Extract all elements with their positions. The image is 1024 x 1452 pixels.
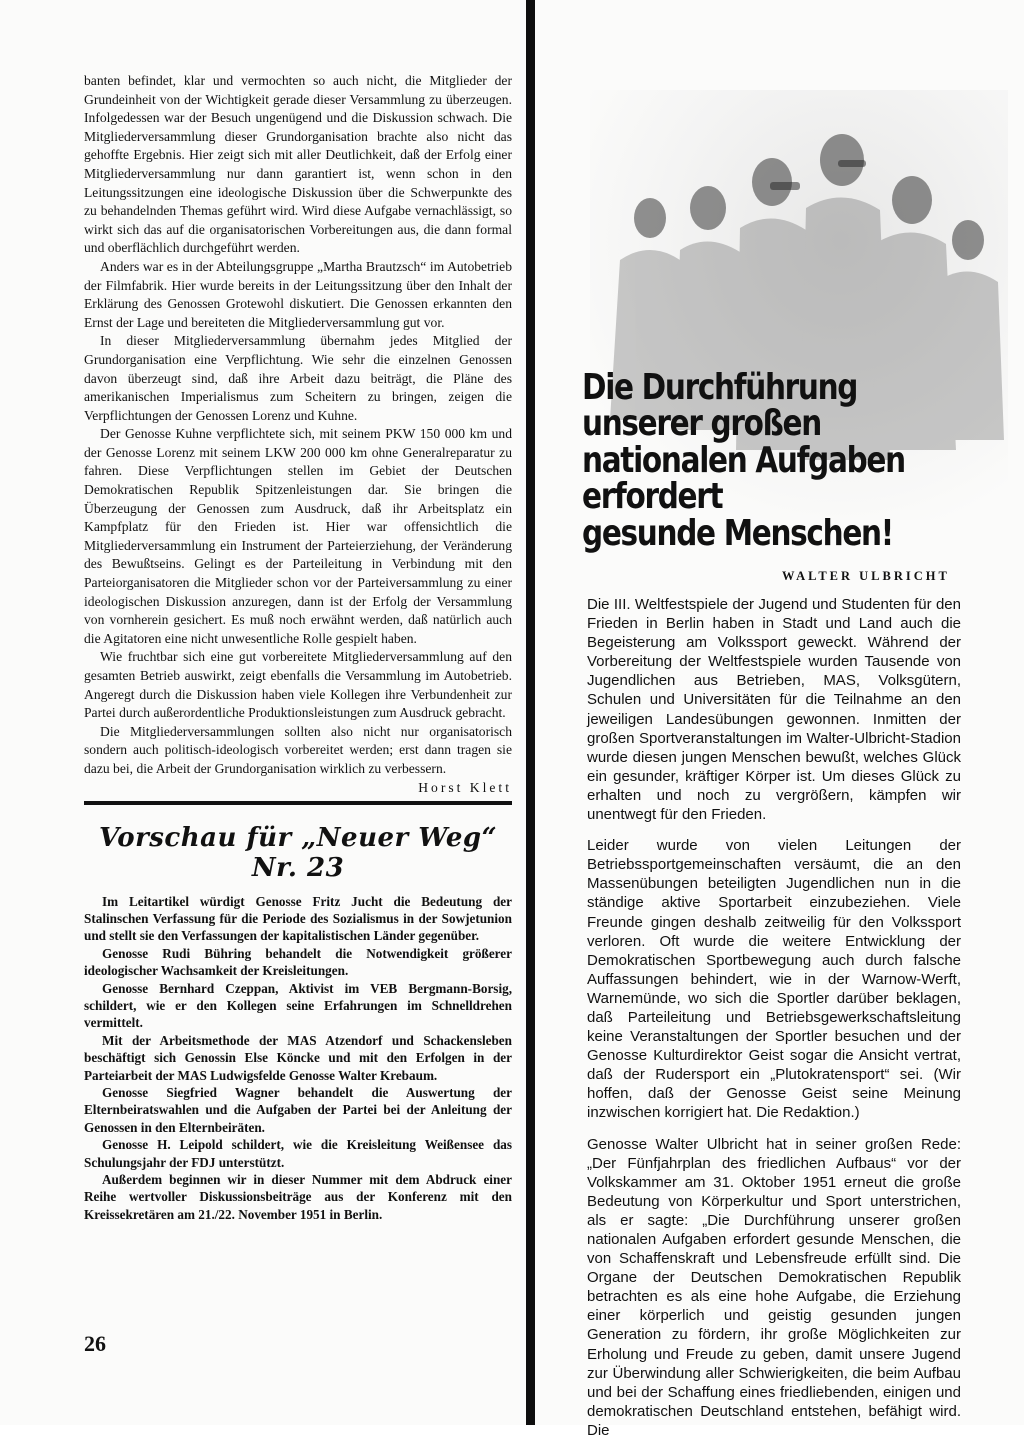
right-article [587, 595, 961, 1452]
column-rule [526, 0, 535, 1425]
preview-box [84, 823, 512, 1224]
left-paragraph-2: Anders war es in der Abteilungsgruppe „Martha Brautzsch“ im Autobetrieb der Filmfabrik. Hier wurde bereits in der Leitungssitzung über den Inhalt der Erklärung des Genossen Grotewohl diskutiert. Die Genossen erkannten den Ernst der Lage und bereiteten die Mitgliederversammlung gut vor. [84, 258, 512, 330]
headline-line-4: erfordert [582, 476, 723, 518]
left-paragraph-5: Wie fruchtbar sich eine gut vorbereitete Mitgliederversammlung auf den gesamten Betrieb auswirkt, zeigt ebenfalls die Versammlung im Autobetrieb. Angeregt durch die Diskussion haben viele Kollegen ihre Verbundenheit zur Partei durch außerordentliche Produktionsleistungen zum Ausdruck gebracht. [84, 649, 512, 721]
preview-title: Vorschau für „Neuer Weg“ Nr. 23 [98, 822, 498, 883]
headline [582, 367, 942, 554]
left-paragraph-3: In dieser Mitgliederversammlung übernahm jedes Mitglied der Grundorganisation eine Verpflichtung. Wie sehr die einzelnen Genossen davon überzeugt sind, daß ihre Arbeit dazu beiträgt, die Pläne des amerikanischen Imperialismus zum Scheitern zu bringen, zeigen die Verpflichtungen der Genossen Lorenz und Kuhne. [84, 333, 512, 423]
right-paragraph-3: Genosse Walter Ulbricht hat in seiner großen Rede: „Der Fünfjahrplan des friedlichen Aufbaus“ vor der Volkskammer am 31. Oktober 1951 erneut die große Bedeutung von Körperkultur und Sport unterstrichen, als er sagte: „Die Durchführung unserer großen nationalen Aufgaben erfordert gesunde Menschen, die von Schaffenskraft und Lebensfreude erfüllt sind. Die Organe der Deutschen Demokratischen Republik betrachten es als eine hohe Aufgabe, die Erziehung einer körperlich und geistig gesunden jungen Generation zu fördern, ihr große Möglichkeiten zur Erholung und Freude zu geben, damit unsere Jugend zur Überwindung aller Schwierigkeiten, die beim Aufbau und bei der Schaffung eines friedliebenden, einigen und demokratischen Deutschland entstehen, befähigt wird. Die [587, 1135, 961, 1439]
left-paragraph-1: banten befindet, klar und vermochten so auch nicht, die Mitglieder der Grundeinheit von der Wichtigkeit gerade dieser Versammlung zu überzeugen. Infolgedessen war der Besuch ungenügend und die Diskussion schwach. Die Mitgliederversammlung dieser Grundorganisation brachte also nicht das gehoffte Ergebnis. Hier zeigt sich mit aller Deutlichkeit, daß der Erfolg einer Mitgliederversammlung nur dann garantiert ist, wenn schon in den Leitungssitzungen eine ideologische Diskussion über die Schwerpunkte des zu behandelnden Themas geführt wird. Wird diese Aufgabe vernachlässigt, so wirkt sich das auf die organisatorischen Vorbereitungen aus, die dann formal und oberflächlich durchgeführt werden. [84, 73, 512, 256]
preview-item-1: Im Leitartikel würdigt Genosse Fritz Jucht die Bedeutung der Stalinschen Verfassung für die Periode des Sozialismus in der Sowjetunion und stellt sie den Verfassungen der kapitalistischen Länder gegenüber. [84, 893, 512, 944]
headline-line-5: gesunde Menschen! [582, 512, 893, 554]
left-column [84, 72, 512, 1223]
headline-line-2: unserer großen [582, 403, 821, 445]
page-number: 26 [84, 1331, 106, 1356]
preview-item-5: Genosse Siegfried Wagner behandelt die Auswertung der Elternbeiratswahlen und die Aufgaben der Partei bei der Anleitung der Genossen in den Elternbeiräten. [84, 1085, 512, 1135]
left-article-author: Horst Klett [418, 779, 512, 795]
preview-item-2: Genosse Rudi Bühring behandelt die Notwendigkeit größerer ideologischer Wachsamkeit der Kreisleitungen. [84, 945, 512, 979]
left-article [84, 72, 512, 796]
right-paragraph-2: Leider wurde von vielen Leitungen der Betriebssportgemeinschaften versäumt, die an den Massenübungen beteiligten Jugendlichen nun in die ständige aktive Sportarbeit einzubeziehen. Viele Freunde gingen deshalb zeitweilig für den Volkssport verloren. Oft wurde die weitere Entwicklung der Demokratischen Sportbewegung auch durch falsche Auffassungen behindert, wie in der Warnow-Werft, Warnemünde, wo sich die Sportler darüber beklagen, daß Parteileitung und Betriebsgewerkschaftsleitung keine Veranstaltungen der Sportler besuchen und der Genosse Kulturdirektor Geist sogar die Ansicht vertrat, daß der Rudersport ein „Plutokratensport“ sei. (Wir hoffen, daß der Genosse Geist seine Meinung inzwischen korrigiert hat. Die Redaktion.) [587, 837, 961, 1122]
right-article-author: WALTER ULBRICHT [782, 569, 950, 583]
preview-item-6: Genosse H. Leipold schildert, wie die Kreisleitung Weißensee das Schulungsjahr der FDJ unterstützt. [84, 1137, 512, 1170]
left-paragraph-6: Die Mitgliederversammlungen sollten also nicht nur organisatorisch sondern auch politisch-ideologisch vorbereitet werden; erst dann tragen sie dazu bei, die Arbeit der Grundorganisation wirklich zu verbessern. [84, 723, 512, 776]
headline-line-1: Die Durchführung [582, 367, 858, 408]
headline-line-3: nationalen Aufgaben [582, 439, 905, 481]
right-paragraph-1: Die III. Weltfestspiele der Jugend und Studenten für den Frieden in Berlin haben in Stadt und Land auch die Begeisterung am Volkssport geweckt. Während der Vorbereitung der Weltfestspiele wurden Tausende von Jugendlichen aus Betrieben, MAS, Volksgütern, Schulen und Universitäten für die Teilnahme an den jeweiligen Landesübungen gewonnen. Inmitten der großen Sportveranstaltungen im Walter-Ulbricht-Stadion wurde diesen jungen Menschen bewußt, welches Glück ein gesunder, kräftiger Körper ist. Um dieses Glück zu erhalten und noch zu vergrößern, kämpfen wir unentwegt für den Frieden. [587, 596, 961, 824]
section-divider [84, 801, 512, 805]
left-paragraph-4: Der Genosse Kuhne verpflichtete sich, mit seinem PKW 150 000 km und der Genosse Lorenz mit seinem LKW 200 000 km ohne Generalreparatur zu fahren. Diese Verpflichtungen stellen im Gebiet der Deutschen Demokratischen Republik Spitzenleistungen dar. Sie bringen die Überzeugung der Genossen zum Ausdruck, daß ihr Arbeitsplatz ein Kampfplatz für den Frieden ist. Hier war offensichtlich die Mitgliederversammlung ein Instrument der Parteierziehung, der Veränderung des Bewußtseins. Gelingt es der Parteileitung in Verbindung mit den Parteiorganisatoren die Mitglieder schon vor der Parteiversammlung zu einer ideologischen Diskussion anzuregen, dann ist der Erfolg der Versammlung von vornherein gesichert. Es muß noch erwähnt werden, daß natürlich auch die Agitatoren eine nicht unwesentliche Rolle gespielt haben. [84, 426, 512, 646]
preview-item-3: Genosse Bernhard Czeppan, Aktivist im VEB Bergmann-Borsig, schildert, wie er den Kollegen seine Erfahrungen im Schnelldrehen vermittelt. [84, 980, 512, 1031]
preview-item-4: Mit der Arbeitsmethode der MAS Atzendorf und Schackensleben beschäftigt sich Genossin Else Köncke und mit den Erfolgen in der Parteiarbeit der MAS Ludwigsfelde Genosse Walter Krebaum. [84, 1032, 512, 1083]
preview-item-7: Außerdem beginnen wir in dieser Nummer mit dem Abdruck einer Reihe wertvoller Diskussionsbeiträge aus der Konferenz mit den Kreissekretären am 21./22. November 1951 in Berlin. [84, 1172, 512, 1222]
